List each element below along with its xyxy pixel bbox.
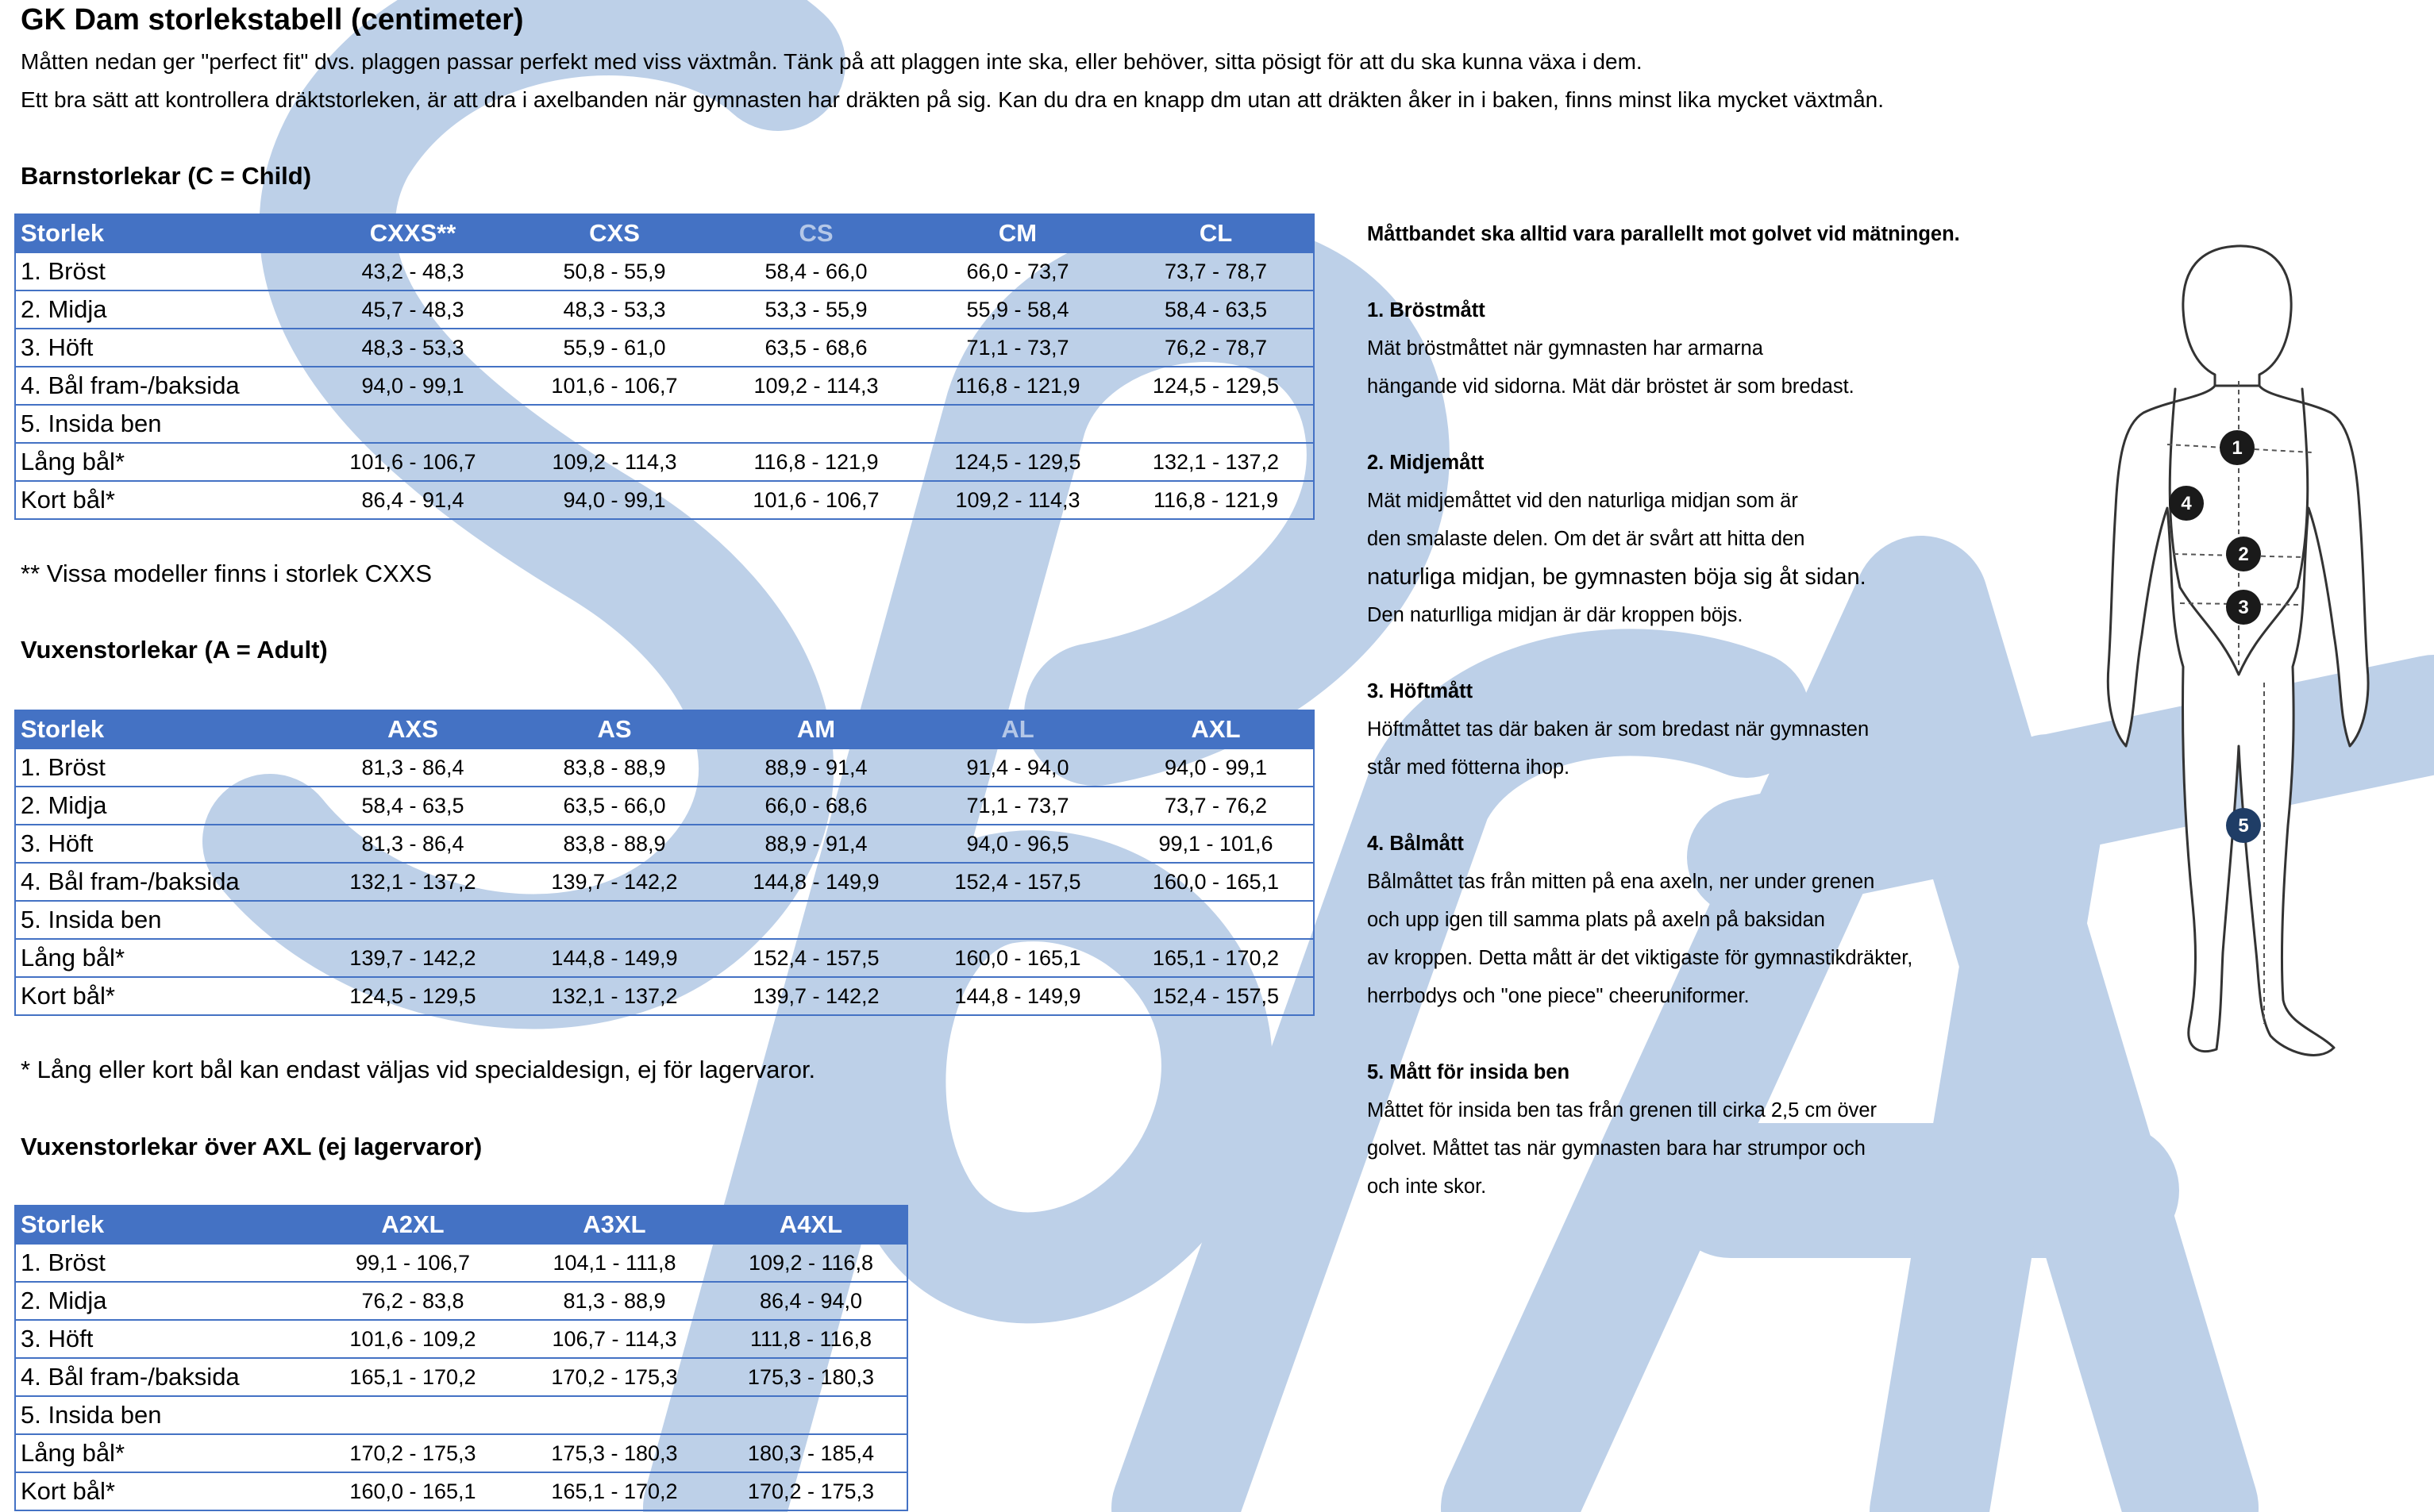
table-cell: 109,2 - 116,8	[715, 1244, 907, 1282]
row-label: Kort bål*	[15, 481, 312, 519]
table-row	[15, 825, 1314, 863]
table-row	[15, 748, 1314, 787]
table-cell: 132,1 - 137,2	[312, 863, 514, 901]
table-row	[15, 367, 1314, 405]
table-cell: 170,2 - 175,3	[514, 1358, 715, 1396]
table-cell: 165,1 - 170,2	[514, 1472, 715, 1510]
table-cell: 58,4 - 63,5	[1119, 290, 1314, 329]
table-cell: 71,1 - 73,7	[917, 787, 1119, 825]
table-cell	[514, 1396, 715, 1434]
table-cell: 83,8 - 88,9	[514, 748, 715, 787]
row-label: 2. Midja	[15, 290, 312, 329]
table-cell: 124,5 - 129,5	[917, 443, 1119, 481]
table-cell: 109,2 - 114,3	[514, 443, 715, 481]
table-cell: 45,7 - 48,3	[312, 290, 514, 329]
row-label: 5. Insida ben	[15, 405, 312, 443]
table-cell: 152,4 - 157,5	[715, 939, 917, 977]
table-cell: 104,1 - 111,8	[514, 1244, 715, 1282]
table-cell: 160,0 - 165,1	[312, 1472, 514, 1510]
intro-line-1: Måtten nedan ger "perfect fit" dvs. plaggen passar perfekt med viss växtmån. Tänk på att plaggen inte ska, eller behöver, sitta pösigt för att du ska kunna växa i dem.	[21, 49, 1643, 74]
row-label: Lång bål*	[15, 1434, 312, 1472]
table-cell	[715, 1396, 907, 1434]
table-cell: 94,0 - 99,1	[1119, 748, 1314, 787]
table-cell: 165,1 - 170,2	[312, 1358, 514, 1396]
guide-line: och upp igen till samma plats på axeln på baksidan	[1367, 909, 1825, 931]
row-label: 3. Höft	[15, 329, 312, 367]
table-cell: 94,0 - 99,1	[514, 481, 715, 519]
table-cell: 124,5 - 129,5	[312, 977, 514, 1015]
figure-head	[2183, 246, 2291, 389]
row-label: 1. Bröst	[15, 252, 312, 290]
table-cell: 76,2 - 78,7	[1119, 329, 1314, 367]
column-header: CM	[917, 214, 1119, 252]
guide-line: den smalaste delen. Om det är svårt att hitta den	[1367, 528, 1805, 550]
table-cell: 66,0 - 68,6	[715, 787, 917, 825]
guide-line: hängande vid sidorna. Mät där bröstet är som bredast.	[1367, 375, 1854, 398]
column-header: A2XL	[312, 1206, 514, 1244]
table-cell: 88,9 - 91,4	[715, 825, 917, 863]
table-cell: 63,5 - 66,0	[514, 787, 715, 825]
table-cell: 94,0 - 96,5	[917, 825, 1119, 863]
table-cell: 99,1 - 106,7	[312, 1244, 514, 1282]
plus-heading: Vuxenstorlekar över AXL (ej lagervaror)	[21, 1133, 483, 1160]
marker-label-5: 5	[2238, 815, 2249, 837]
table-cell: 58,4 - 66,0	[715, 252, 917, 290]
column-header: A4XL	[715, 1206, 907, 1244]
table-cell: 48,3 - 53,3	[312, 329, 514, 367]
cxxs-footnote: ** Vissa modeller finns i storlek CXXS	[21, 560, 433, 587]
table-header-row	[15, 710, 1314, 748]
table-cell: 152,4 - 157,5	[1119, 977, 1314, 1015]
table-cell: 160,0 - 165,1	[1119, 863, 1314, 901]
table-cell: 81,3 - 88,9	[514, 1282, 715, 1320]
guide-line: Mät midjemåttet vid den naturliga midjan som är	[1367, 490, 1798, 512]
column-header: A3XL	[514, 1206, 715, 1244]
column-header: AM	[715, 710, 917, 748]
marker-label-2: 2	[2238, 544, 2249, 565]
guide-title-inseam: 5. Mått för insida ben	[1367, 1061, 1570, 1083]
row-label: 4. Bål fram-/baksida	[15, 367, 312, 405]
table-cell: 83,8 - 88,9	[514, 825, 715, 863]
table-cell: 101,6 - 106,7	[514, 367, 715, 405]
guide-line: Mät bröstmåttet när gymnasten har armarna	[1367, 337, 1763, 360]
table-row	[15, 1434, 907, 1472]
table-cell: 81,3 - 86,4	[312, 748, 514, 787]
row-label: 5. Insida ben	[15, 901, 312, 939]
guide-line: naturliga midjan, be gymnasten böja sig åt sidan.	[1367, 564, 1866, 590]
column-header: CXXS**	[312, 214, 514, 252]
table-row	[15, 443, 1314, 481]
table-cell: 48,3 - 53,3	[514, 290, 715, 329]
adults-heading: Vuxenstorlekar (A = Adult)	[21, 636, 328, 664]
column-header: Storlek	[15, 1206, 312, 1244]
column-header: CXS	[514, 214, 715, 252]
body-figure-illustration	[2080, 238, 2429, 1079]
guide-title-chest: 1. Bröstmått	[1367, 299, 1485, 321]
table-cell: 116,8 - 121,9	[917, 367, 1119, 405]
table-cell: 81,3 - 86,4	[312, 825, 514, 863]
table-row	[15, 1396, 907, 1434]
table-cell: 86,4 - 94,0	[715, 1282, 907, 1320]
table-cell: 144,8 - 149,9	[514, 939, 715, 977]
column-header: Storlek	[15, 710, 312, 748]
table-cell: 116,8 - 121,9	[1119, 481, 1314, 519]
row-label: 3. Höft	[15, 825, 312, 863]
table-row	[15, 252, 1314, 290]
marker-label-4: 4	[2181, 493, 2192, 514]
table-cell	[514, 901, 715, 939]
table-cell	[312, 1396, 514, 1434]
table-row	[15, 1244, 907, 1282]
table-row	[15, 1358, 907, 1396]
table-cell: 111,8 - 116,8	[715, 1320, 907, 1358]
table-cell: 63,5 - 68,6	[715, 329, 917, 367]
table-cell: 43,2 - 48,3	[312, 252, 514, 290]
guide-line: Bålmåttet tas från mitten på ena axeln, ner under grenen	[1367, 871, 1875, 893]
table-cell	[312, 901, 514, 939]
row-label: 2. Midja	[15, 1282, 312, 1320]
torso-footnote: * Lång eller kort bål kan endast väljas vid specialdesign, ej för lagervaror.	[21, 1056, 816, 1083]
table-cell: 101,6 - 106,7	[312, 443, 514, 481]
table-cell: 144,8 - 149,9	[917, 977, 1119, 1015]
guide-line: Höftmåttet tas där baken är som bredast när gymnasten	[1367, 718, 1870, 741]
table-cell: 139,7 - 142,2	[715, 977, 917, 1015]
table-cell: 139,7 - 142,2	[312, 939, 514, 977]
row-label: 1. Bröst	[15, 1244, 312, 1282]
table-row	[15, 329, 1314, 367]
row-label: Lång bål*	[15, 939, 312, 977]
adult-size-table	[14, 710, 1315, 1016]
table-cell: 55,9 - 58,4	[917, 290, 1119, 329]
table-cell: 109,2 - 114,3	[917, 481, 1119, 519]
table-cell	[514, 405, 715, 443]
table-row	[15, 977, 1314, 1015]
column-header: AXS	[312, 710, 514, 748]
table-header-row	[15, 1206, 907, 1244]
guide-header: Måttbandet ska alltid vara parallellt mot golvet vid mätningen.	[1367, 223, 1960, 245]
table-cell: 109,2 - 114,3	[715, 367, 917, 405]
table-cell: 99,1 - 101,6	[1119, 825, 1314, 863]
row-label: 4. Bål fram-/baksida	[15, 1358, 312, 1396]
table-cell	[715, 405, 917, 443]
table-cell	[715, 901, 917, 939]
row-label: 4. Bål fram-/baksida	[15, 863, 312, 901]
table-cell: 50,8 - 55,9	[514, 252, 715, 290]
table-cell: 170,2 - 175,3	[715, 1472, 907, 1510]
table-cell: 139,7 - 142,2	[514, 863, 715, 901]
table-cell: 175,3 - 180,3	[514, 1434, 715, 1472]
row-label: Lång bål*	[15, 443, 312, 481]
guide-line: och inte skor.	[1367, 1175, 1487, 1198]
guide-title-hip: 3. Höftmått	[1367, 680, 1473, 702]
guide-line: herrbodys och "one piece" cheeruniformer.	[1367, 985, 1750, 1007]
table-cell: 53,3 - 55,9	[715, 290, 917, 329]
table-cell: 106,7 - 114,3	[514, 1320, 715, 1358]
table-cell: 86,4 - 91,4	[312, 481, 514, 519]
column-header: CL	[1119, 214, 1314, 252]
table-row	[15, 939, 1314, 977]
table-row	[15, 290, 1314, 329]
column-header: Storlek	[15, 214, 312, 252]
table-cell: 73,7 - 78,7	[1119, 252, 1314, 290]
table-cell: 165,1 - 170,2	[1119, 939, 1314, 977]
guide-line: står med fötterna ihop.	[1367, 756, 1570, 779]
table-row	[15, 787, 1314, 825]
plus-size-table	[14, 1205, 908, 1511]
table-cell	[312, 405, 514, 443]
table-cell: 152,4 - 157,5	[917, 863, 1119, 901]
table-cell: 101,6 - 106,7	[715, 481, 917, 519]
table-header-row	[15, 214, 1314, 252]
guide-title-torso: 4. Bålmått	[1367, 833, 1464, 855]
row-label: 5. Insida ben	[15, 1396, 312, 1434]
table-cell	[917, 901, 1119, 939]
table-cell: 58,4 - 63,5	[312, 787, 514, 825]
table-cell: 88,9 - 91,4	[715, 748, 917, 787]
table-cell: 71,1 - 73,7	[917, 329, 1119, 367]
table-cell: 101,6 - 109,2	[312, 1320, 514, 1358]
table-cell	[1119, 405, 1314, 443]
marker-label-3: 3	[2238, 597, 2249, 618]
table-cell: 180,3 - 185,4	[715, 1434, 907, 1472]
table-cell: 94,0 - 99,1	[312, 367, 514, 405]
table-cell: 76,2 - 83,8	[312, 1282, 514, 1320]
table-cell: 132,1 - 137,2	[514, 977, 715, 1015]
table-cell	[1119, 901, 1314, 939]
table-cell: 132,1 - 137,2	[1119, 443, 1314, 481]
guide-title-waist: 2. Midjemått	[1367, 452, 1485, 474]
table-row	[15, 901, 1314, 939]
table-cell: 175,3 - 180,3	[715, 1358, 907, 1396]
intro-line-2: Ett bra sätt att kontrollera dräktstorleken, är att dra i axelbanden när gymnasten har dräkten på sig. Kan du dra en knapp dm utan att dräkten åker in i baken, finns minst lika mycket växtmån.	[21, 87, 1885, 112]
row-label: 2. Midja	[15, 787, 312, 825]
table-cell: 55,9 - 61,0	[514, 329, 715, 367]
table-row	[15, 481, 1314, 519]
table-row	[15, 1472, 907, 1510]
guide-line: golvet. Måttet tas när gymnasten bara har strumpor och	[1367, 1137, 1866, 1160]
column-header: CS	[715, 214, 917, 252]
table-cell: 66,0 - 73,7	[917, 252, 1119, 290]
table-cell: 73,7 - 76,2	[1119, 787, 1314, 825]
table-cell: 116,8 - 121,9	[715, 443, 917, 481]
table-cell: 124,5 - 129,5	[1119, 367, 1314, 405]
column-header: AL	[917, 710, 1119, 748]
children-size-table	[14, 214, 1315, 520]
marker-label-1: 1	[2232, 437, 2243, 459]
table-cell: 144,8 - 149,9	[715, 863, 917, 901]
page-title: GK Dam storlekstabell (centimeter)	[21, 3, 524, 37]
children-heading: Barnstorlekar (C = Child)	[21, 162, 312, 190]
table-row	[15, 863, 1314, 901]
table-cell: 160,0 - 165,1	[917, 939, 1119, 977]
row-label: 3. Höft	[15, 1320, 312, 1358]
row-label: Kort bål*	[15, 1472, 312, 1510]
column-header: AS	[514, 710, 715, 748]
table-row	[15, 1320, 907, 1358]
guide-line: Måttet för insida ben tas från grenen till cirka 2,5 cm över	[1367, 1099, 1877, 1121]
guide-line: av kroppen. Detta mått är det viktigaste för gymnastikdräkter,	[1367, 947, 1913, 969]
table-row	[15, 405, 1314, 443]
table-cell	[917, 405, 1119, 443]
guide-line: Den naturlliga midjan är där kroppen böjs.	[1367, 604, 1743, 626]
table-cell: 91,4 - 94,0	[917, 748, 1119, 787]
table-row	[15, 1282, 907, 1320]
column-header: AXL	[1119, 710, 1314, 748]
row-label: Kort bål*	[15, 977, 312, 1015]
row-label: 1. Bröst	[15, 748, 312, 787]
table-cell: 170,2 - 175,3	[312, 1434, 514, 1472]
